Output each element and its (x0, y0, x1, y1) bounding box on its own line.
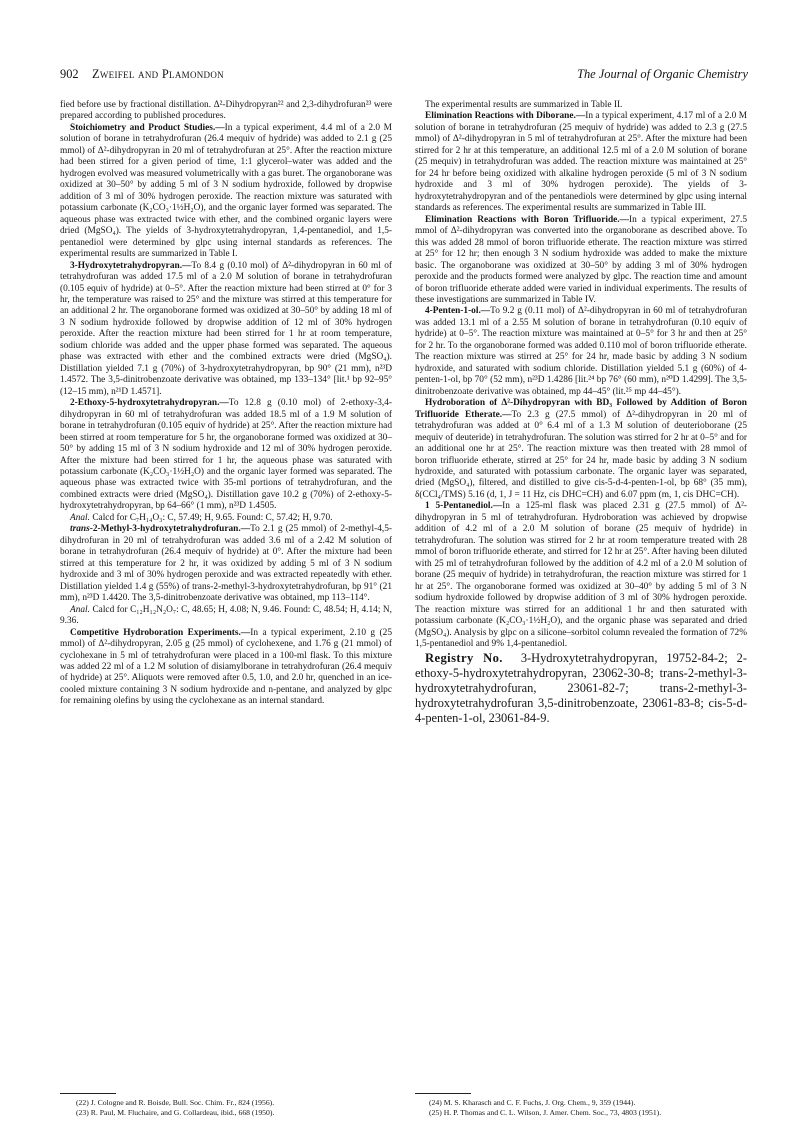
paragraph-text: In a typical experiment, 4.17 ml of a 2.0 M solution of borane in tetrahydrofuran (25 mequiv of hydride) was added to 2.3 g (27.5 mmol) of Δ²-dihydropyran in 5 ml of tetrahydrofuran at 25°. After the mixture had been stirred for 2 hr at this temperature, an additional 12.5 ml of a 2.0 M solution of borane (25 mequiv) in tetrahydrofuran was added. The reaction mixture was maintained at 25° for 24 hr before being oxidized with alkaline hydrogen peroxide (5 ml of 3 N sodium hydroxide and 3 ml of 30% hydrogen peroxide). The yields of 3-hydroxytetrahydropyran and of the pentanediols were determined by glpc using internal standards as references. The experimental results are summarized in Table III. (415, 111, 747, 214)
footnote: (24) M. S. Kharasch and C. F. Fuchs, J. Org. Chem., 9, 359 (1944). (429, 1098, 636, 1107)
paragraph (60, 398, 392, 513)
footnote-rule (415, 1093, 471, 1094)
footnotes-right (429, 1098, 765, 1117)
run-in-heading-prefix: trans (70, 524, 90, 535)
run-in-heading: Hydroboration of Δ²-Dihydropyran with BD₃ Followed by Addition of Boron Trifluoride Etherate.— (415, 398, 747, 420)
paragraph-text: To 12.8 g (0.10 mol) of 2-ethoxy-3,4-dihydropyran in 60 ml of tetrahydrofuran was added 18.5 ml of a 1.9 M solution of borane in tetrahydrofuran (0.105 equiv of hydride) at 25°. After the reaction mixture had been stirred at room temperature for 5 hr, the organoborane formed was oxidized at 30–50° by adding 15 ml of 3 N sodium hydroxide and 12 ml of 30% hydrogen peroxide. After the mixture had been stirred for 1 hr, the aqueous phase was saturated with potassium carbonate (K₂CO₃·1½H₂O) and the organic layer formed was separated. The aqueous phase was extracted twice with 35-ml portions of tetrahydrofuran, and the combined extracts were dried (MgSO₄). Distillation gave 10.2 g (70%) of 2-ethoxy-5-hydroxytetrahydropyran, bp 64–66° (1 mm), n²³D 1.4505. (60, 398, 392, 512)
paragraph-text: In a 125-ml flask was placed 2.31 g (27.5 mmol) of Δ²-dihydropyran in 5 ml of tetrahydrofuran. Hydroboration was achieved by dropwise addition of 4.2 ml of a 2.0 M solution of borane (25 mequiv of hydride) in tetrahydrofuran. The solution was stirred for 2 hr at room temperature treated with 28 mmol of boron trifluoride etherate, and stirred for 12 hr at 25°. After having been diluted with 25 ml of tetrahydrofuran followed by the addition of 4.2 ml of a 2.0 M solution of borane (25 mequiv of hydride) in tetrahydrofuran, the reaction mixture was stirred for 1 hr at 25°. The organoborane formed was oxidized at 30–40° by adding 5 ml of 3 N sodium hydroxide followed by dropwise addition of 3 ml of 30% hydrogen peroxide. The reaction mixture was stirred for an additional 1 hr and then saturated with potassium carbonate (K₂CO₃·1½H₂O), and the organic phase was separated and dried (MgSO₄). Analysis by glpc on a silicone–sorbitol column revealed the formation of 72% 1,5-pentanediol and 9% 1,4-pentanediol. (415, 501, 747, 650)
running-head-journal: The Journal of Organic Chemistry (577, 67, 748, 81)
paragraph (415, 215, 747, 307)
anal-label: Anal. (70, 512, 90, 523)
paragraph (60, 261, 392, 399)
paragraph-text: To 9.2 g (0.11 mol) of Δ²-dihydropyran in 60 ml of tetrahydrofuran was added 13.1 ml of a 2.55 M solution of borane in tetrahydrofuran (0.10 equiv of hydride) at 0–5°. The reaction mixture was maintained at 0–5° for 3 hr and then at 25° for 2 hr. To the organoborane formed was added 0.110 mol of boron trifluoride etherate. The reaction mixture was stirred at 25° for 24 hr, made basic by adding 3 N sodium hydroxide, and saturated with sodium chloride. Distillation yielded 5.1 g (60%) of 4-penten-1-ol, bp 70° (52 mm), n²³D 1.4286 [lit.²⁴ bp 76° (60 mm), n²⁰D 1.4299]. The 3,5-dinitrobenzoate derivative was obtained, mp 44–45° (lit.²⁵ mp 44–45°). (415, 306, 747, 397)
right-column (415, 100, 747, 727)
paragraph: fied before use by fractional distillation. Δ²-Dihydropyran²² and 2,3-dihydrofuran²³ were prepared according to published procedures. (60, 100, 392, 122)
left-column (60, 100, 392, 708)
paragraph (415, 398, 747, 501)
footnote-rule (60, 1093, 116, 1094)
run-in-heading: -2-Methyl-3-hydroxytetrahydrofuran.— (89, 524, 251, 535)
paragraph (415, 111, 747, 214)
paragraph: The experimental results are summarized in Table II. (425, 100, 623, 110)
running-header (60, 66, 748, 82)
paragraph-text: To 8.4 g (0.10 mol) of Δ²-dihydropyran in 60 ml of tetrahydrofuran was added 17.5 ml of a 2.0 M solution of borane in tetrahydrofuran (0.105 equiv of hydride) at 0–5°. After the reaction mixture had been stirred at 0° for 3 hr, the temperature was raised to 25° and the mixture was stirred at this temperature for an additional 2 hr. The organoborane formed was oxidized at 30–50° by adding 18 ml of 3 N sodium hydroxide followed by dropwise addition of 12 ml of 30% hydrogen peroxide. After the reaction mixture had been stirred for 1 hr at room temperature, sodium chloride was added and the upper phase formed was separated. The aqueous phase was extracted with ether and the combined extracts were dried (MgSO₄). Distillation yielded 7.1 g (70%) of 3-hydroxytetrahydropyran, bp 90° (21 mm), n²³D 1.4572. The 3,5-dinitrobenzoate derivative was obtained, mp 133–134° [lit.¹ bp 92–95° (12–15 mm), n²¹D 1.4571]. (60, 260, 392, 397)
run-in-heading: 2-Ethoxy-5-hydroxytetrahydropyran.— (70, 398, 229, 409)
paragraph (60, 513, 392, 524)
footnotes-left (76, 1098, 412, 1117)
paragraph-text: Calcd for C₇H₁₄O₃: C, 57.49; H, 9.65. Found: C, 57.42; H, 9.70. (92, 512, 333, 523)
paragraph (60, 628, 392, 708)
footnote: (22) J. Cologne and R. Boisde, Bull. Soc. Chim. Fr., 824 (1956). (76, 1098, 275, 1107)
paragraph-text: To 2.1 g (25 mmol) of 2-methyl-4,5-dihydrofuran in 20 ml of tetrahydrofuran was added 3.6 ml of a 2.42 M solution of borane in tetrahydrofuran (26.4 mequiv of hydride) at 0°. After the mixture had been stirred at this temperature for 2 hr, it was oxidized by adding 5 ml of 3 N sodium hydroxide and 3 ml of 30% hydrogen peroxide and was extracted repeatedly with ether. Distillation yielded 1.4 g (55%) of trans-2-methyl-3-hydroxytetrahydrofuran, bp 91° (21 mm), n²³D 1.4420. The 3,5-dinitrobenzoate derivative was obtained, mp 113–114°. (60, 524, 392, 604)
running-head-authors: Zweifel and Plamondon (92, 67, 224, 81)
paragraph-text: In a typical experiment, 4.4 ml of a 2.0 M solution of borane in tetrahydrofuran (26.4 mequiv of hydride) was added to 2.1 g (25 mmol) of Δ²-dihydropyran in 20 ml of tetrahydrofuran at 25°. After the reaction mixture had been stirred for a given period of time, 1:1 glycerol–water was added and the hydrogen evolved was measured volumetrically with a gas buret. The organoborane was oxidized at 30–50° by adding 5 ml of 3 N sodium hydroxide, followed by dropwise addition of 3 ml of 30% hydrogen peroxide. The reaction mixture was saturated with potassium carbonate (K₂CO₃·1½H₂O), and the organic layer formed was separated. The aqueous phase was extracted twice with ether, and the combined organic layers were dried (MgSO₄). The yields of 3-hydroxytetrahydropyran, 1,4-pentanediol, and 1,5-pentanediol were determined by glpc using internal standards as references. The experimental results are summarized in Table I. (60, 122, 392, 260)
paragraph-text: To 2.3 g (27.5 mmol) of Δ²-dihydropyran in 20 ml of tetrahydrofuran was added at 0° 6.4 ml of a 1.3 M solution of deuterioborane (25 mequiv of deuteride) in tetrahydrofuran. The solution was stirred for 2 hr at 0–5° and for an additional one hr at 25°. The reaction mixture was then treated with 28 mmol of boron trifluoride etherate, stirred at 25° for 24 hr, made basic by adding 3 N sodium hydroxide, and saturated with potassium carbonate. The organic layer was separated, dried (MgSO₄), filtered, and distilled to give cis-5-d-4-penten-1-ol, bp 68° (35 mm), δ(CCl₄/TMS) 5.16 (d, 1, J = 11 Hz, cis DHC=CH) and 6.07 ppm (m, 1, cis DHC=CH). (415, 409, 747, 500)
page-number: 902 (60, 67, 79, 81)
paragraph-text: Calcd for C₁₂H₁₂N₂O₇: C, 48.65; H, 4.08; N, 9.46. Found: C, 48.54; H, 4.14; N, 9.36. (60, 604, 392, 627)
run-in-heading: 4-Penten-1-ol.— (425, 306, 491, 317)
run-in-heading: Elimination Reactions with Boron Trifluoride.— (425, 214, 629, 225)
run-in-heading: 1 5-Pentanediol.— (425, 501, 503, 512)
paragraph-text: In a typical experiment, 27.5 mmol of Δ²-dihydropyran was converted into the organoborane as described above. To this was added 28 mmol of boron trifluoride etherate. The reaction mixture was stirred at 25° for 12 hr; then enough 3 N sodium hydroxide was added to make the mixture basic. The organoborane was oxidized at 30–50° by adding 3 ml of 30% hydrogen peroxide and the products formed were analyzed by glpc. The reaction time and amount of boron trifluoride etherate added were varied in individual experiments. The results of these investigations are summarized in Table IV. (415, 214, 747, 305)
footnote: (25) H. P. Thomas and C. L. Wilson, J. Amer. Chem. Soc., 73, 4803 (1951). (429, 1107, 662, 1117)
registry-heading: Registry No. (425, 650, 503, 665)
run-in-heading: Elimination Reactions with Diborane.— (425, 111, 586, 122)
run-in-heading: Stoichiometry and Product Studies.— (70, 122, 225, 133)
registry-numbers (415, 651, 747, 727)
paragraph (415, 306, 747, 398)
paragraph (60, 605, 392, 628)
paragraph (415, 501, 747, 650)
run-in-heading: 3-Hydroxytetrahydropyran.— (70, 260, 192, 271)
run-in-heading: Competitive Hydroboration Experiments.— (70, 627, 251, 638)
footnote: (23) R. Paul, M. Fluchaire, and G. Collardeau, ibid., 668 (1950). (76, 1107, 275, 1117)
registry-text: 3-Hydroxytetrahydropyran, 19752-84-2; 2-ethoxy-5-hydroxytetrahydropyran, 23062-30-8; trans-2-methyl-3-hydroxytetrahydrofuran, 23061-82-7; trans-2-methyl-3-hydroxytetrahydrofuran 3,5-dinitrobenzoate, 23061-83-8; cis-5-d-4-penten-1-ol, 23061-84-9. (415, 650, 748, 726)
paragraph (60, 524, 392, 604)
paragraph (60, 123, 392, 261)
paragraph-text: In a typical experiment, 2.10 g (25 mmol) of Δ²-dihydropyran, 2.05 g (25 mmol) of cyclohexene, and 1.76 g (21 mmol) of cyclohexane in 5 ml of tetrahydrofuran were placed in a 100-ml flask. To this mixture was added 22 ml of a 1.2 M solution of disiamylborane in tetrahydrofuran (26.4 mequiv of hydride) at 25°. Aliquots were removed after 0.5, 1.0, and 2.0 hr, quenched in an ice-cooled mixture containing 3 N sodium hydroxide and n-pentane, and analyzed by glpc for remaining olefins by using the cyclohexane as an internal standard. (60, 627, 392, 707)
anal-label: Anal. (70, 604, 90, 615)
